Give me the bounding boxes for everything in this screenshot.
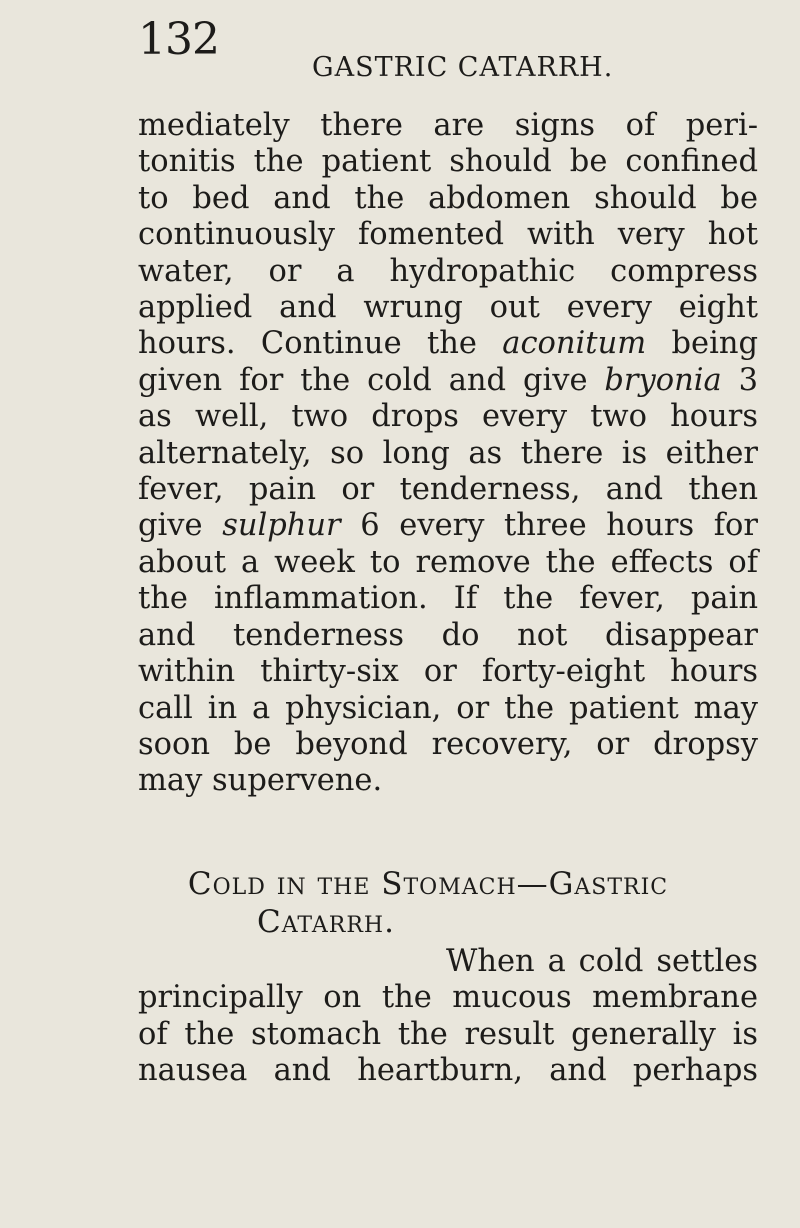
text-line: principally on the mucous membrane (138, 980, 758, 1016)
text-line: mediately there are signs of peri- (138, 108, 758, 143)
text-line: may supervene. (138, 763, 383, 799)
section-heading: Cold in the Stomach—Gastric (187, 866, 669, 902)
text-line: applied and wrung out every eight (138, 290, 758, 326)
running-title: GASTRIC CATARRH. (312, 52, 614, 83)
text-line: call in a physician, or the patient may (138, 690, 758, 726)
text-line: water, or a hydropathic compress (138, 253, 758, 289)
text-line: given for the cold and give bryonia 3 (138, 362, 758, 398)
text-line: the inflammation. If the fever, pain (138, 581, 758, 617)
paragraph-1 (138, 108, 758, 800)
text-line: give sulphur 6 every three hours for (138, 508, 758, 544)
text-line: to bed and the abdomen should be (138, 180, 758, 216)
remedy-name: sulphur (222, 508, 341, 544)
text-line: soon be beyond recovery, or dropsy (138, 726, 758, 762)
text-line: and tenderness do not disappear (138, 617, 758, 653)
paragraph-2 (138, 944, 758, 1090)
text-line: tonitis the patient should be confined (138, 144, 758, 180)
text-line: continuously fomented with very hot (138, 217, 758, 253)
text-line: within thirty-six or forty-eight hours (138, 654, 758, 690)
text-line: alternately, so long as there is either (138, 435, 758, 471)
text-line: hours. Continue the aconitum being (138, 326, 758, 362)
text-line: When a cold settles (446, 944, 758, 979)
section-heading-continued: Catarrh. (257, 904, 395, 940)
text-line: nausea and heartburn, and perhaps (138, 1053, 758, 1089)
remedy-name: aconitum (502, 326, 647, 362)
page-number: 132 (138, 14, 219, 65)
text-line: about a week to remove the effects of (138, 544, 758, 580)
text-line: of the stomach the result generally is (138, 1016, 758, 1052)
text-line: as well, two drops every two hours (138, 399, 758, 435)
remedy-name: bryonia (604, 362, 722, 398)
text-line: fever, pain or tenderness, and then (138, 472, 758, 508)
